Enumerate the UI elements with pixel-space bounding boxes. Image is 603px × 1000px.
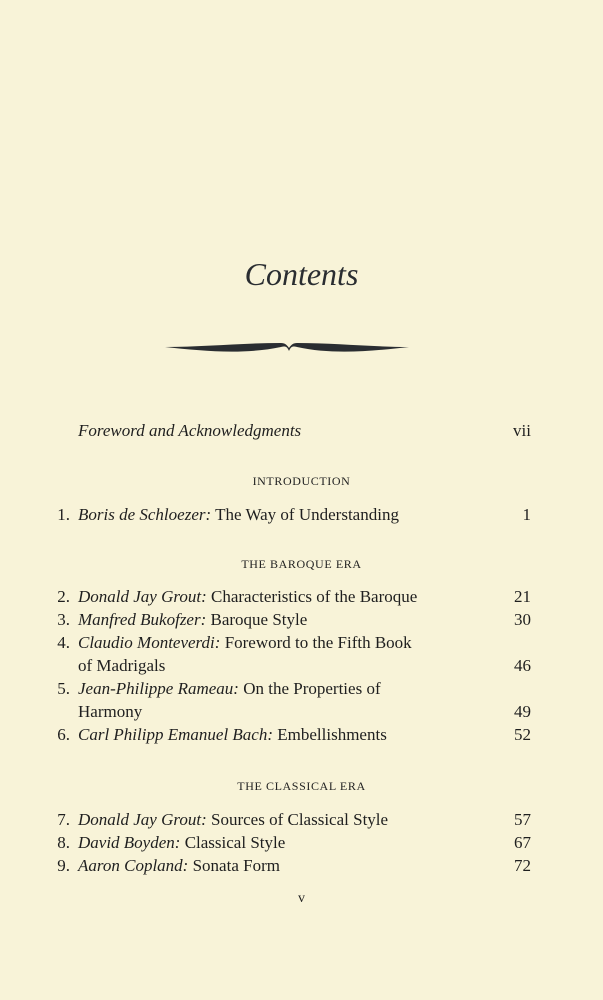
- entry-number: 8.: [57, 833, 70, 852]
- section-heading-introduction: INTRODUCTION: [252, 474, 351, 488]
- entry-number: 2.: [57, 587, 70, 606]
- entry-page: 46: [514, 656, 531, 675]
- entry-number: 6.: [57, 725, 70, 744]
- entry-page: 67: [514, 833, 531, 852]
- entry-page: 30: [514, 610, 531, 629]
- entry-page: 1: [522, 505, 531, 524]
- entry-page: 21: [514, 587, 531, 606]
- entry-title: Embellishments: [273, 725, 387, 744]
- entry-title: Characteristics of the Baroque: [206, 587, 418, 606]
- entry-author: Boris de Schloezer:: [78, 505, 212, 524]
- entry-number: 5.: [57, 679, 70, 698]
- entry-number: 7.: [57, 810, 70, 829]
- entry-title: The Way of Understanding: [211, 505, 399, 524]
- entry-page: 52: [514, 725, 531, 744]
- entry-page: 49: [514, 702, 531, 721]
- entry-page: 72: [514, 856, 531, 875]
- page-folio: v: [298, 891, 305, 906]
- entry-page: 57: [514, 810, 531, 829]
- entry-title: Sonata Form: [188, 856, 280, 875]
- entry-author: Manfred Bukofzer:: [78, 610, 207, 629]
- entry-author: Claudio Monteverdi:: [78, 633, 221, 652]
- entry-number: 4.: [57, 633, 70, 652]
- entry-title-continued: Harmony: [78, 702, 143, 721]
- entry-author: Aaron Copland:: [78, 856, 189, 875]
- entry-author: Jean-Philippe Rameau:: [78, 679, 239, 698]
- foreword-label: Foreword and Acknowledgments: [78, 421, 302, 440]
- section-heading-baroque: THE BAROQUE ERA: [241, 557, 362, 571]
- page-title: Contents: [244, 256, 359, 292]
- entry-author: Carl Philipp Emanuel Bach:: [78, 725, 274, 744]
- entry-title: Baroque Style: [206, 610, 308, 629]
- entry-title: On the Properties of: [238, 679, 381, 698]
- entry-number: 9.: [57, 856, 70, 875]
- section-heading-classical: THE CLASSICAL ERA: [237, 779, 366, 793]
- entry-number: 3.: [57, 610, 70, 629]
- entry-title-continued: of Madrigals: [78, 656, 166, 675]
- entry-author: David Boyden:: [78, 833, 181, 852]
- entry-title: Classical Style: [180, 833, 286, 852]
- foreword-page: vii: [513, 421, 531, 440]
- entry-number: 1.: [57, 505, 70, 524]
- swash-ornament-icon: [163, 337, 411, 359]
- entry-title: Foreword to the Fifth Book: [220, 633, 412, 652]
- entry-title: Sources of Classical Style: [206, 810, 389, 829]
- entry-author: Donald Jay Grout:: [78, 587, 207, 606]
- entry-author: Donald Jay Grout:: [78, 810, 207, 829]
